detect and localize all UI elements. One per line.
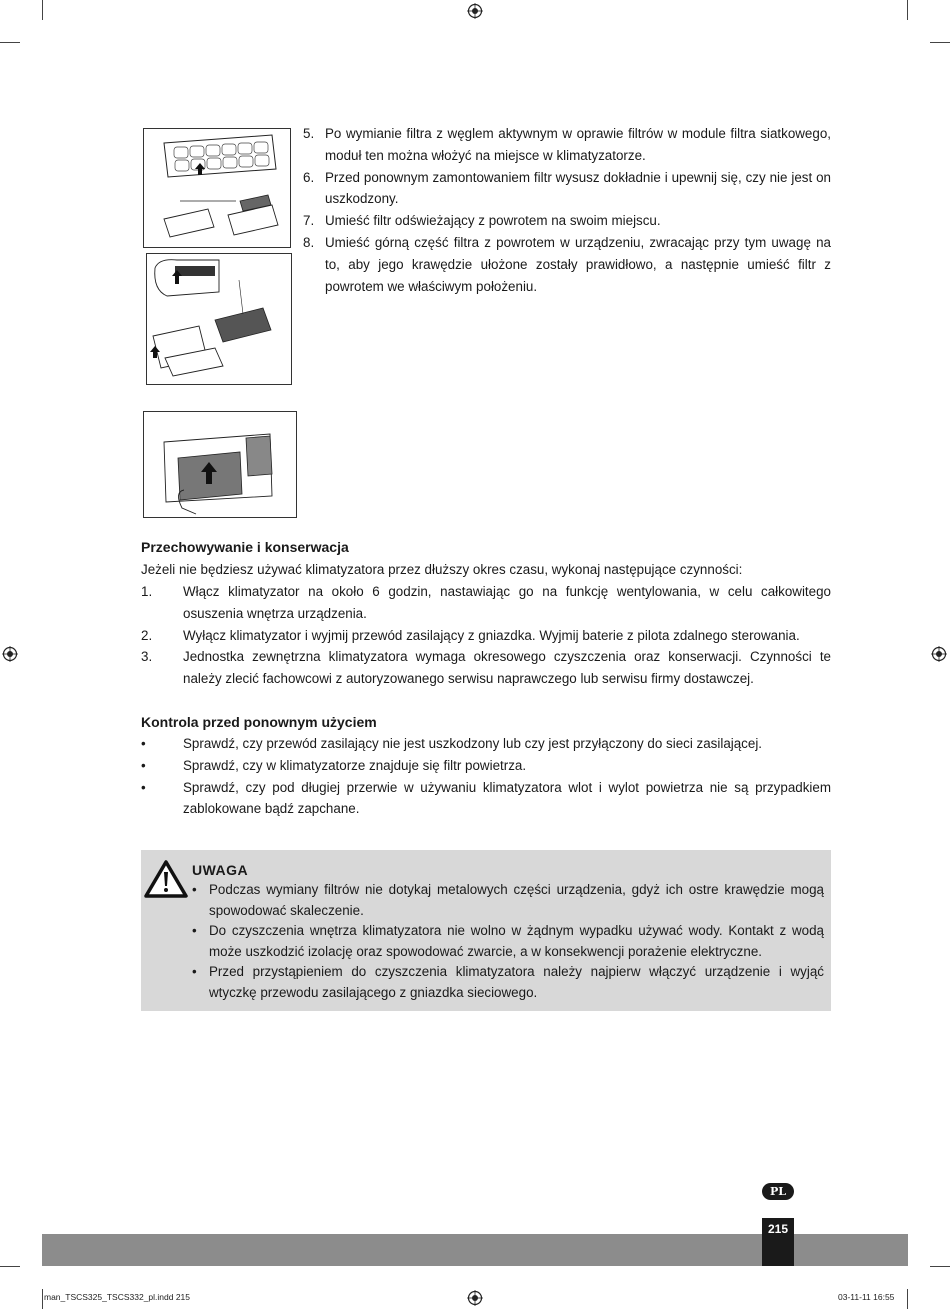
registration-mark-icon — [2, 646, 18, 662]
filter-module-drawing — [144, 129, 290, 247]
warning-triangle-icon — [144, 860, 188, 898]
list-item: • Sprawdź, czy w klimatyzatorze znajduje się filtr powietrza. — [141, 757, 527, 773]
list-item: 6. Przed ponownym zamontowaniem filtr wysusz dokładnie i upewnij się, czy nie jest on uszkodzony. — [303, 169, 831, 207]
check-list — [141, 733, 831, 820]
list-item: 8. Umieść górną część filtra z powrotem w urządzeniu, zwracając przy tym uwagę na to, aby jego krawędzie ułożone zostały prawidłowo, a następnie umieść filtr z powrotem we właściwym położeniu. — [303, 234, 831, 294]
crop-mark — [907, 1289, 908, 1309]
warning-list — [192, 880, 824, 1003]
storage-list — [141, 581, 831, 690]
warning-title: UWAGA — [192, 862, 249, 878]
list-item: 7. Umieść filtr odświeżający z powrotem na swoim miejscu. — [303, 213, 661, 229]
list-item: • Do czyszczenia wnętrza klimatyzatora nie wolno w żądnym wypadku używać wody. Kontakt z wodą może uszkodzić izolację oraz spowodować zwarcie, a w konsekwencji porażenie elektryczne. — [192, 923, 824, 959]
slug-file-info: man_TSCS325_TSCS332_pl.indd 215 — [44, 1292, 191, 1302]
list-item: 5. Po wymianie filtra z węglem aktywnym w oprawie filtrów w module filtra siatkowego, moduł ten można włożyć na miejsce w klimatyzatorze. — [303, 126, 831, 163]
carbon-filter-illustration — [146, 253, 292, 385]
filter-insertion-illustration — [143, 411, 297, 518]
carbon-filter-drawing — [147, 254, 291, 384]
crop-mark — [930, 42, 950, 43]
page-number: 215 — [762, 1218, 794, 1266]
list-item: 1. Włącz klimatyzator na około 6 godzin, nastawiając go na funkcję wentylowania, w celu całkowitego osuszenia wnętrza urządzenia. — [141, 584, 831, 621]
list-item: • Podczas wymiany filtrów nie dotykaj metalowych części urządzenia, gdyż ich ostre krawędzie mogą spowodować skaleczenie. — [192, 882, 824, 918]
slug-date-time: 03-11-11 16:55 — [838, 1292, 895, 1302]
language-badge: PL — [762, 1183, 794, 1200]
list-item: 2. Wyłącz klimatyzator i wyjmij przewód zasilający z gniazdka. Wyjmij baterie z pilota zdalnego sterowania. — [141, 627, 800, 643]
warning-box — [141, 850, 831, 1011]
storage-heading: Przechowywanie i konserwacja — [141, 539, 349, 555]
list-item: • Sprawdź, czy przewód zasilający nie jest uszkodzony lub czy jest przyłączony do sieci zasilającej. — [141, 736, 763, 751]
crop-mark — [930, 1266, 950, 1267]
crop-mark — [42, 1289, 43, 1309]
filter-insertion-drawing — [144, 412, 296, 517]
filter-steps-list — [303, 123, 831, 297]
list-item: • Sprawdź, czy pod długiej przerwie w używaniu klimatyzatora wlot i wylot powietrza nie są przypadkiem zablokowane bądź zapchane. — [141, 779, 831, 817]
crop-mark — [907, 0, 908, 20]
crop-mark — [42, 0, 43, 20]
registration-mark-icon — [467, 3, 483, 19]
registration-mark-icon — [931, 646, 947, 662]
list-item: 3. Jednostka zewnętrzna klimatyzatora wymaga okresowego czyszczenia oraz konserwacji. Czynności te należy zlecić fachowcowi z autoryzowanego serwisu naprawczego lub serwisu firmy dostawczej. — [141, 649, 831, 687]
crop-mark — [0, 42, 20, 43]
crop-mark — [0, 1266, 20, 1267]
storage-intro: Jeżeli nie będziesz używać klimatyzatora przez dłuższy okres czasu, wykonaj następujące czynności: — [141, 562, 743, 577]
check-heading: Kontrola przed ponownym użyciem — [141, 714, 377, 730]
registration-mark-icon — [467, 1290, 483, 1306]
list-item: • Przed przystąpieniem do czyszczenia klimatyzatora należy najpierw włączyć urządzenie i wyjąć wtyczkę przewodu zasilającego z gniazdka sieciowego. — [192, 964, 824, 1000]
filter-module-illustration — [143, 128, 291, 248]
